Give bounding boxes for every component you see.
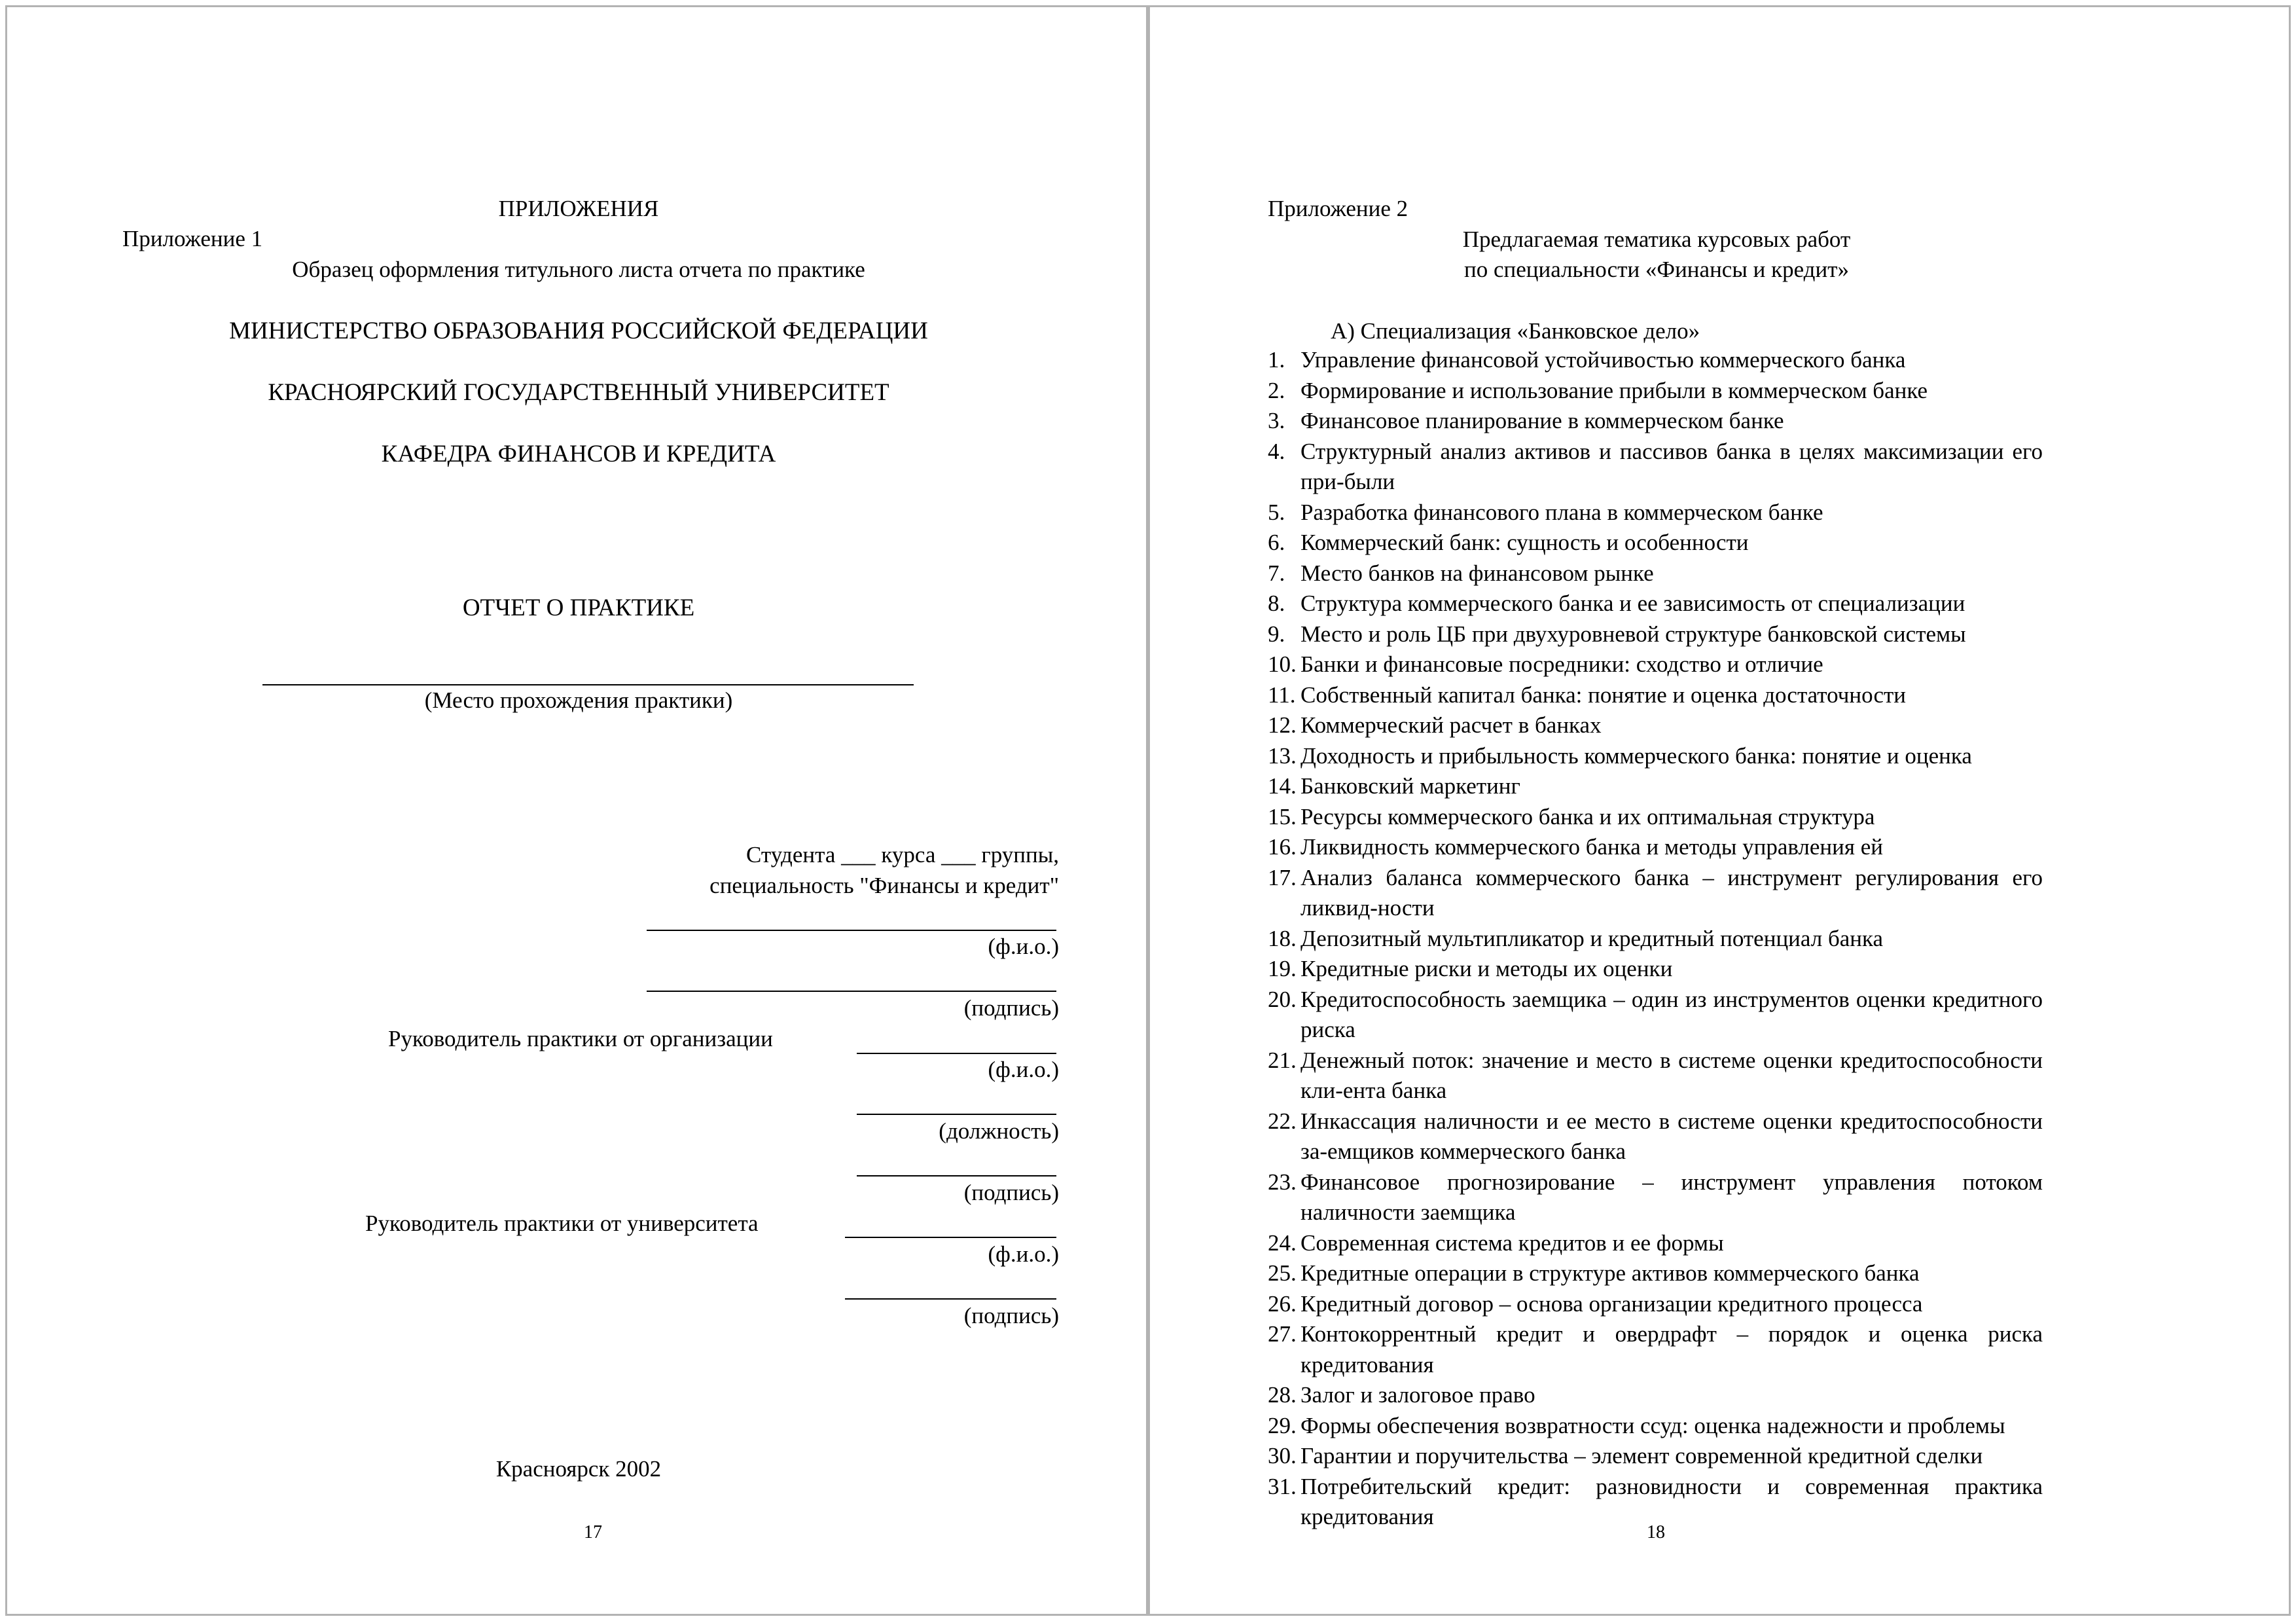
uni-signature-line [845,1298,1056,1300]
appendix-2-label: Приложение 2 [1268,196,1408,221]
topic-text: Разработка финансового плана в коммерческом банке [1300,499,1823,525]
topic-number: 22. [1268,1108,1297,1134]
topic-number: 20. [1268,986,1297,1012]
topic-number: 5. [1268,499,1285,525]
place-line [262,684,914,685]
topic-text: Гарантии и поручительства – элемент современной кредитной сделки [1300,1443,1983,1468]
topic-number: 1. [1268,347,1285,373]
topic-item [1268,924,2043,955]
university-title: КРАСНОЯРСКИЙ ГОСУДАРСТВЕННЫЙ УНИВЕРСИТЕТ [268,379,889,406]
topic-text: Депозитный мультипликатор и кредитный потенциал банка [1300,925,1884,951]
topic-text: Структурный анализ активов и пассивов банка в целях максимизации его при-были [1300,438,2043,494]
topic-text: Денежный поток: значение и место в системе оценки кредитоспособности кли-ента банка [1300,1047,2043,1103]
topic-item [1268,741,2043,772]
topic-number: 17. [1268,864,1297,890]
city-year: Красноярск 2002 [495,1456,662,1482]
uni-signature-caption: (подпись) [963,1303,1059,1328]
student-line-1: Студента ___ курса ___ группы, [746,842,1059,867]
topic-number: 6. [1268,530,1285,555]
topic-text: Контокоррентный кредит и овердрафт – порядок и оценка риска кредитования [1300,1321,2043,1377]
topics-title-line-2: по специальности «Финансы и кредит» [1464,257,1849,282]
topic-item [1268,954,2043,985]
topic-number: 11. [1268,682,1296,708]
topic-item [1268,1441,2043,1472]
topic-text: Ликвидность коммерческого банка и методы управления ей [1300,834,1884,860]
topic-item [1268,802,2043,833]
topic-number: 27. [1268,1321,1297,1347]
topic-text: Кредитные риски и методы их оценки [1300,956,1673,981]
topic-item [1268,345,2043,376]
org-position-caption: (должность) [939,1118,1059,1144]
topics-list [1268,345,2043,1533]
topic-item [1268,680,2043,711]
topic-text: Собственный капитал банка: понятие и оценка достаточности [1300,682,1907,708]
topic-item [1268,498,2043,528]
ministry-title: МИНИСТЕРСТВО ОБРАЗОВАНИЯ РОССИЙСКОЙ ФЕДЕРАЦИИ [229,318,928,344]
topic-text: Залог и залоговое право [1300,1382,1535,1408]
topic-number: 3. [1268,408,1285,433]
topic-item [1268,589,2043,619]
topic-text: Коммерческий расчет в банках [1300,712,1602,738]
topic-item [1268,1046,2043,1106]
appendix-1-label: Приложение 1 [122,226,263,251]
report-title: ОТЧЕТ О ПРАКТИКЕ [462,594,695,621]
topic-number: 19. [1268,956,1297,981]
topic-text: Потребительский кредит: разновидности и современная практика кредитования [1300,1473,2043,1529]
topic-text: Коммерческий банк: сущность и особенности [1300,530,1749,555]
topic-item [1268,1258,2043,1289]
topic-number: 25. [1268,1260,1297,1286]
topic-text: Банковский маркетинг [1300,773,1520,799]
topic-text: Финансовое планирование в коммерческом банке [1300,408,1784,433]
student-signature-line [647,991,1056,992]
topic-number: 28. [1268,1382,1297,1408]
specialization-heading: А) Специализация «Банковское дело» [1331,318,1700,344]
topic-number: 7. [1268,560,1285,586]
student-fio-line [647,930,1056,931]
page-number-18: 18 [1647,1522,1665,1542]
topic-text: Место и роль ЦБ при двухуровневой структуре банковской системы [1300,621,1966,647]
topic-item [1268,1411,2043,1442]
topic-item [1268,771,2043,802]
topic-text: Место банков на финансовом рынке [1300,560,1654,586]
topic-text: Анализ баланса коммерческого банка – инструмент регулирования его ликвид-ности [1300,864,2043,921]
topic-text: Формы обеспечения возвратности ссуд: оценка надежности и проблемы [1300,1412,2005,1438]
topic-text: Инкассация наличности и ее место в системе оценки кредитоспособности за-емщиков коммерческого банка [1300,1108,2043,1164]
topic-item [1268,985,2043,1046]
topic-item [1268,832,2043,863]
topic-item [1268,528,2043,558]
page-number-17: 17 [584,1522,602,1542]
topic-number: 2. [1268,377,1285,403]
student-signature-caption: (подпись) [963,995,1059,1021]
topic-text: Структура коммерческого банка и ее зависимость от специализации [1300,591,1965,616]
org-fio-line [857,1053,1056,1054]
topic-item [1268,1106,2043,1167]
topic-text: Ресурсы коммерческого банка и их оптимальная структура [1300,803,1875,830]
topic-item [1268,437,2043,498]
topic-number: 14. [1268,773,1297,799]
topic-item [1268,1289,2043,1320]
topic-item [1268,406,2043,437]
topic-number: 24. [1268,1230,1297,1256]
topic-number: 12. [1268,712,1297,738]
topic-text: Кредитный договор – основа организации кредитного процесса [1300,1290,1923,1317]
topic-text: Кредитные операции в структуре активов коммерческого банка [1300,1260,1920,1286]
page-18 [1148,5,2291,1616]
org-position-line [857,1114,1056,1115]
appendix-1-caption: Образец оформления титульного листа отчета по практике [292,257,865,282]
topic-item [1268,1319,2043,1380]
org-signature-line [857,1175,1056,1176]
topic-number: 21. [1268,1047,1297,1073]
topic-text: Формирование и использование прибыли в коммерческом банке [1300,377,1928,403]
topic-number: 29. [1268,1412,1297,1438]
topic-item [1268,619,2043,650]
topic-number: 30. [1268,1443,1297,1468]
page-17 [5,5,1148,1616]
topic-text: Кредитоспособность заемщика – один из инструментов оценки кредитного риска [1300,986,2043,1042]
topic-item [1268,1167,2043,1228]
topic-number: 18. [1268,925,1297,951]
org-fio-caption: (ф.и.о.) [988,1057,1059,1082]
uni-fio-caption: (ф.и.о.) [988,1241,1059,1267]
topic-item [1268,558,2043,589]
topic-number: 10. [1268,651,1297,677]
topic-item [1268,376,2043,407]
topic-item [1268,1380,2043,1411]
topic-number: 8. [1268,591,1285,616]
student-fio-caption: (ф.и.о.) [988,934,1059,959]
student-line-2: специальность "Финансы и кредит" [709,873,1059,898]
topic-number: 15. [1268,803,1297,830]
topic-text: Банки и финансовые посредники: сходство и отличие [1300,651,1823,677]
topic-item [1268,710,2043,741]
topic-number: 13. [1268,742,1297,769]
topics-title-line-1: Предлагаемая тематика курсовых работ [1462,227,1851,252]
topic-item [1268,1228,2043,1259]
place-caption: (Место прохождения практики) [424,687,733,713]
topic-item [1268,863,2043,924]
topic-number: 23. [1268,1169,1297,1195]
org-supervisor-label: Руководитель практики от организации [388,1026,773,1051]
topic-number: 16. [1268,834,1297,860]
uni-fio-line [845,1237,1056,1238]
appendices-heading: ПРИЛОЖЕНИЯ [498,196,659,221]
topic-number: 31. [1268,1473,1297,1499]
topic-number: 4. [1268,438,1285,464]
department-title: КАФЕДРА ФИНАНСОВ И КРЕДИТА [381,441,776,467]
uni-supervisor-label: Руководитель практики от университета [365,1211,759,1236]
org-signature-caption: (подпись) [963,1180,1059,1205]
topic-text: Современная система кредитов и ее формы [1300,1230,1724,1256]
topic-number: 9. [1268,621,1285,647]
topic-number: 26. [1268,1290,1297,1317]
topic-text: Доходность и прибыльность коммерческого банка: понятие и оценка [1300,742,1972,769]
topic-item [1268,649,2043,680]
topic-text: Управление финансовой устойчивостью коммерческого банка [1300,347,1906,373]
topic-text: Финансовое прогнозирование – инструмент управления потоком наличности заемщика [1300,1169,2043,1225]
